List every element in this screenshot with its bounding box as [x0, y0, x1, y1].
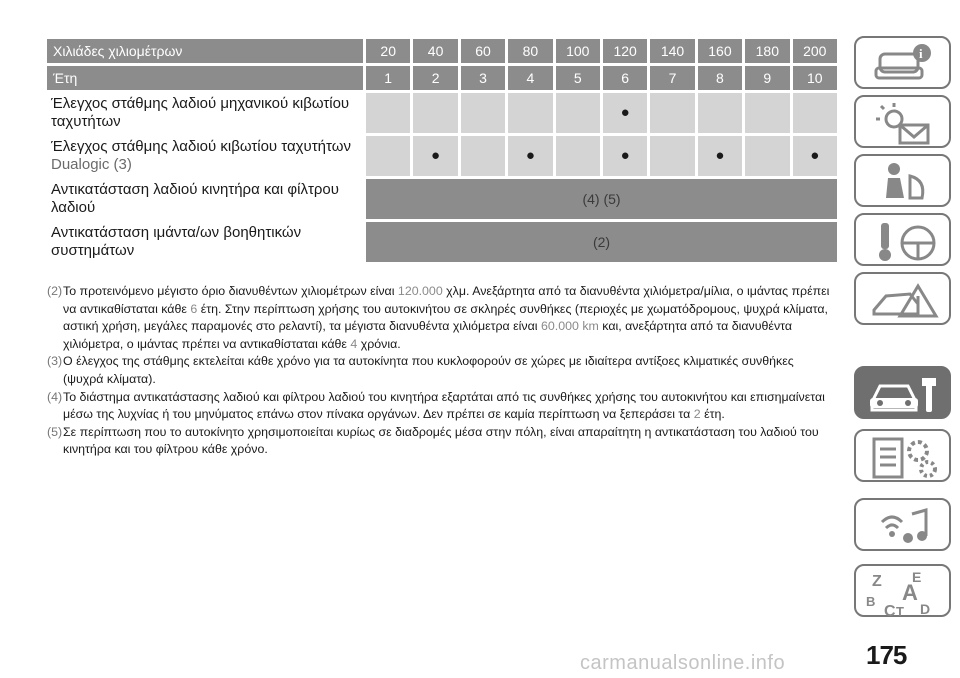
multimedia-icon [856, 500, 953, 553]
key-steering-icon [856, 215, 953, 268]
row-label-line: Αντικατάσταση λαδιού κινητήρα και φίλτρου [51, 181, 339, 198]
table-row [47, 222, 837, 262]
row-label-line: Έλεγχος στάθμης λαδιού κιβωτίου ταχυτήτων [51, 138, 351, 155]
header-year-value: 2 [413, 66, 457, 90]
breakdown-icon [856, 274, 953, 327]
header-year-value: 3 [461, 66, 505, 90]
row-label [47, 222, 363, 262]
table-cell [745, 136, 789, 176]
header-year-value: 4 [508, 66, 552, 90]
index-letter: Z [872, 573, 882, 590]
highlight-value: 120.000 [397, 284, 443, 298]
table-cell [650, 93, 694, 133]
table-cell [793, 136, 837, 176]
sidebar-tab-multimedia[interactable] [854, 498, 951, 551]
highlight-value: 2 [693, 407, 701, 422]
table-cell [650, 136, 694, 176]
footnote-text [63, 283, 837, 353]
header-year-value: 1 [366, 66, 410, 90]
header-year-value: 9 [745, 66, 789, 90]
row-label-line: Έλεγχος στάθμης λαδιού μηχανικού κιβωτίου [51, 95, 350, 112]
header-km-value: 120 [603, 39, 647, 63]
technical-data-icon [856, 431, 953, 484]
index-letter: E [912, 569, 922, 585]
index-icon [856, 566, 953, 619]
check-dot: ● [525, 147, 535, 164]
footnote-text: Σε περίπτωση που το αυτοκίνητο χρησιμοποιείται κυρίως σε διαδρομές μέσα στην πόλη, είναι απαραίτητη η αντικατάσταση του λαδιού του κινητήρα και του φίλτρου κάθε χρόνο. [63, 424, 819, 457]
footnote-text: Ο έλεγχος της στάθμης εκτελείται κάθε χρόνο για τα αυτοκίνητα που κυκλοφορούν σε χώρες με ιδιαίτερα αντίξοες κλιματικές συνθήκες (ψυχρά κλίματα). [63, 354, 794, 386]
header-year-value: 6 [603, 66, 647, 90]
table-cell [556, 93, 600, 133]
footnote-text [63, 389, 837, 424]
header-year-value: 8 [698, 66, 742, 90]
row-label [47, 136, 363, 176]
table-row [47, 179, 837, 219]
sidebar-tab-airbag-safety[interactable] [854, 154, 951, 207]
table-cell [603, 93, 647, 133]
row-label-line: συστημάτων [51, 242, 135, 259]
footnote [47, 424, 837, 459]
index-letter: D [920, 601, 931, 617]
maintenance-table [44, 36, 840, 265]
table-cell [413, 93, 457, 133]
check-dot: ● [620, 147, 630, 164]
text-run: έτη. Στην περίπτωση χρήσης του αυτοκινήτου σε σκληρές συνθήκες (περιοχές με χωματόδρομους, ψυχρά κλίματα, αστική χρήση, μεγάλες παραμονές στο ρελαντί), τα μέγιστα διανυθέντα χιλιόμετρα είναι [63, 301, 828, 334]
table-row [47, 93, 837, 133]
header-km-row [47, 39, 837, 63]
index-letter: A [902, 580, 918, 605]
text-run: και, ανεξάρτητα από τα διανυθέντα χιλιόμετρα, ο ιμάντας πρέπει να αντικαθίσταται κάθε [63, 319, 793, 351]
row-label-line: ταχυτήτων [51, 113, 121, 130]
footnote [47, 389, 837, 424]
car-info-icon [856, 38, 953, 91]
watermark: carmanualsonline.info [580, 652, 786, 674]
header-km-value: 60 [461, 39, 505, 63]
table-cell [508, 93, 552, 133]
index-letter: B [866, 594, 876, 609]
header-year-value: 10 [793, 66, 837, 90]
header-years-row [47, 66, 837, 90]
sidebar-tab-key-steering[interactable] [854, 213, 951, 266]
header-years-label: Έτη [47, 66, 363, 90]
header-km-value: 140 [650, 39, 694, 63]
sidebar-tab-car-service[interactable] [854, 366, 951, 419]
row-label [47, 93, 363, 133]
row-label-line: Αντικατάσταση ιμάντα/ων βοηθητικών [51, 224, 302, 241]
footnote [47, 283, 837, 353]
check-dot: ● [810, 147, 820, 164]
header-km-value: 180 [745, 39, 789, 63]
header-km-value: 100 [556, 39, 600, 63]
sidebar-tab-breakdown[interactable] [854, 272, 951, 325]
table-row [47, 136, 837, 176]
sidebar-tab-car-info[interactable] [854, 36, 951, 89]
check-dot: ● [431, 147, 441, 164]
text-run: χρόνια. [357, 336, 401, 351]
table-cell [366, 93, 410, 133]
footnote-number: (3) [47, 354, 63, 369]
sidebar-tab-technical-data[interactable] [854, 429, 951, 482]
table-cell [366, 136, 410, 176]
header-km-value: 80 [508, 39, 552, 63]
svg-text:i: i [919, 46, 923, 61]
warning-lights-icon [856, 97, 953, 150]
highlight-value: 4 [350, 336, 358, 351]
sidebar-tab-warning-lights[interactable] [854, 95, 951, 148]
footnote-number: (5) [47, 424, 63, 439]
header-km-value: 160 [698, 39, 742, 63]
table-cell [413, 136, 457, 176]
sidebar-tab-index[interactable] [854, 564, 951, 617]
table-cell [603, 136, 647, 176]
text-run: Το διάστημα αντικατάστασης λαδιού και φίλτρου λαδιού του κινητήρα εξαρτάται από τις συνθήκες χρήσης του αυτοκινήτου και επισημαίνεται μέσω της λυχνίας ή του μηνύματος επάνω στον πίνακα οργάνων. Δεν πρέπει σε καμία περίπτωση να ξεπεράσει τα [63, 389, 825, 422]
row-label [47, 179, 363, 219]
header-year-value: 5 [556, 66, 600, 90]
table-cell [698, 93, 742, 133]
table-cell [793, 93, 837, 133]
text-run: έτη. [700, 407, 725, 422]
footnote-number: (4) [47, 389, 63, 404]
span-cell: (4) (5) [366, 179, 837, 219]
header-km-value: 200 [793, 39, 837, 63]
row-label-line: Dualogic (3) [51, 156, 132, 173]
text-run: Το προτεινόμενο μέγιστο όριο διανυθέντων χιλιομέτρων είναι [63, 284, 398, 298]
check-dot: ● [715, 147, 725, 164]
header-year-value: 7 [650, 66, 694, 90]
header-km-value: 20 [366, 39, 410, 63]
check-dot: ● [620, 104, 630, 121]
row-label-line: λαδιού [51, 199, 96, 216]
page-number: 175 [866, 640, 907, 670]
table-cell [461, 136, 505, 176]
airbag-safety-icon [856, 156, 953, 209]
table-cell [556, 136, 600, 176]
footnotes [47, 283, 837, 459]
header-km-label: Χιλιάδες χιλιομέτρων [47, 39, 363, 63]
footnote-number: (2) [47, 284, 63, 298]
header-km-value: 40 [413, 39, 457, 63]
footnote [47, 353, 837, 388]
car-service-icon [856, 368, 953, 421]
index-letter: T [896, 604, 904, 619]
table-cell [508, 136, 552, 176]
table-cell [698, 136, 742, 176]
text-run: χλμ. Ανεξάρτητα από τα διανυθέντα χιλιόμετρα/μίλια, ο ιμάντας πρέπει να αντικαθίσταται κάθε [63, 284, 830, 316]
highlight-value: 60.000 km [540, 319, 599, 334]
highlight-value: 6 [190, 301, 198, 316]
table-cell [745, 93, 789, 133]
index-letter: C [884, 603, 896, 619]
span-cell: (2) [366, 222, 837, 262]
table-cell [461, 93, 505, 133]
